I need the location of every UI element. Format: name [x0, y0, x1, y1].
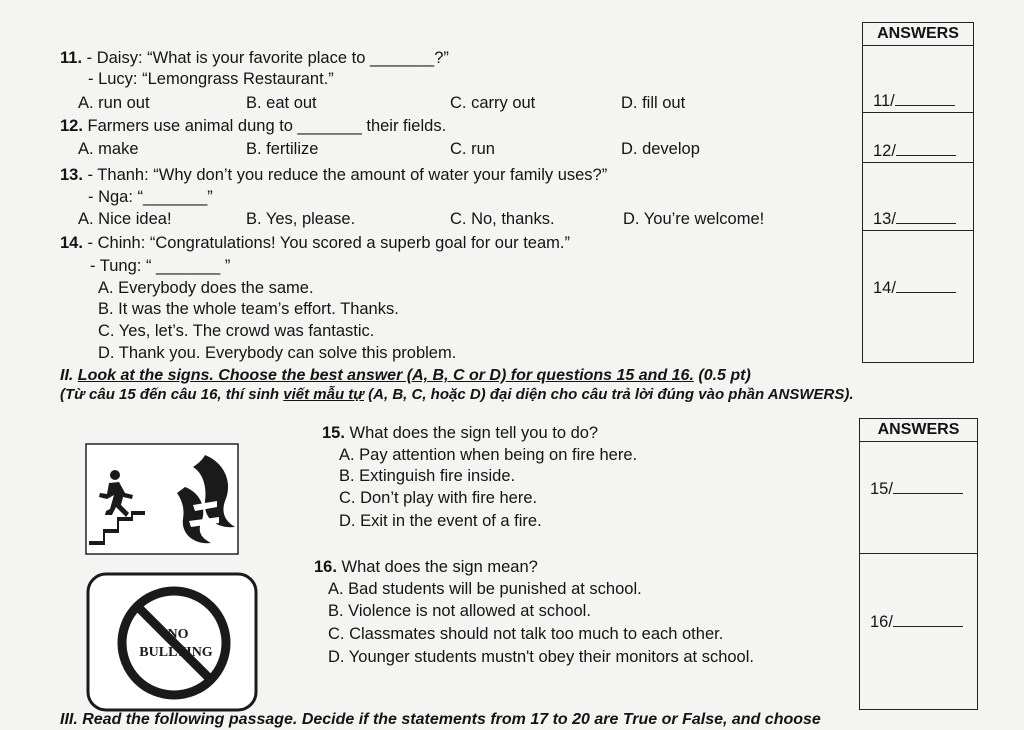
q16-option-b: B. Violence is not allowed at school.	[328, 602, 591, 620]
answer-blank-15[interactable]	[893, 479, 963, 494]
q14-option-c: C. Yes, let’s. The crowd was fantastic.	[98, 322, 375, 340]
q11-option-c: C. carry out	[450, 94, 536, 112]
q13-option-a: A. Nice idea!	[78, 210, 172, 228]
q15-line1: What does the sign tell you to do?	[349, 424, 599, 442]
q11-question	[60, 48, 449, 68]
answer-label-15: 15/	[870, 480, 893, 498]
answer-blank-14[interactable]	[896, 278, 956, 293]
q14-option-b: B. It was the whole team’s effort. Thanks.	[98, 300, 399, 318]
q11-option-d: D. fill out	[621, 94, 686, 112]
sign16-no-text: NO	[167, 627, 189, 642]
q13-line1: - Thanh: “Why don’t you reduce the amount of water your family uses?”	[87, 166, 608, 184]
q12-option-d: D. develop	[621, 140, 700, 158]
q11-line2: - Lucy: “Lemongrass Restaurant.”	[88, 70, 334, 88]
section2-points: (0.5 pt)	[698, 367, 751, 384]
answers-box-2	[859, 418, 978, 710]
section2-note-pre: (Từ câu 15 đến câu 16, thí sinh	[60, 386, 284, 403]
q12-question	[60, 116, 446, 136]
no-bullying-sign-icon	[86, 572, 258, 714]
answer-slot-15	[870, 479, 963, 499]
answer-label-12: 12/	[873, 142, 896, 160]
q13-question	[60, 165, 607, 185]
q15-question	[322, 423, 598, 443]
q13-option-c: C. No, thanks.	[450, 210, 555, 228]
q12-option-b: B. fertilize	[246, 140, 319, 158]
answers-header-1: ANSWERS	[877, 25, 959, 42]
answers-header-2: ANSWERS	[877, 421, 960, 438]
section3-instruction: III. Read the following passage. Decide if the statements from 17 to 20 are True or False, and choose	[60, 711, 821, 728]
q14-option-d: D. Thank you. Everybody can solve this problem.	[98, 344, 457, 362]
answer-blank-13[interactable]	[896, 209, 956, 224]
q12-option-a: A. make	[78, 140, 139, 158]
q12-line1: Farmers use animal dung to _______ their fields.	[87, 117, 447, 135]
q16-question	[314, 557, 538, 577]
q11-line1: - Daisy: “What is your favorite place to _______?”	[86, 49, 449, 67]
section2-roman: II.	[60, 367, 74, 384]
q14-option-a: A. Everybody does the same.	[98, 279, 314, 297]
section2-note-underlined: viết mẫu tự	[283, 386, 364, 403]
q14-line2: - Tung: “ _______ ”	[90, 257, 231, 275]
answer-slot-16	[870, 612, 963, 632]
answers-box-1-divider	[862, 162, 974, 163]
answer-blank-16[interactable]	[893, 612, 963, 627]
answers-box-2-divider	[859, 441, 978, 442]
answer-label-16: 16/	[870, 613, 893, 631]
q16-option-c: C. Classmates should not talk too much to each other.	[328, 625, 724, 643]
answer-slot-11	[873, 91, 955, 111]
q12-number: 12.	[60, 117, 83, 135]
answer-slot-14	[873, 278, 956, 298]
q13-option-b: B. Yes, please.	[246, 210, 356, 228]
answer-slot-13	[873, 209, 956, 229]
answers-box-1-divider	[862, 45, 974, 46]
q16-number: 16.	[314, 558, 337, 576]
answer-label-14: 14/	[873, 279, 896, 297]
q15-option-d: D. Exit in the event of a fire.	[339, 512, 542, 530]
q13-option-d: D. You’re welcome!	[623, 210, 765, 228]
q15-number: 15.	[322, 424, 345, 442]
answer-label-13: 13/	[873, 210, 896, 228]
q16-option-a: A. Bad students will be punished at school.	[328, 580, 642, 598]
q14-line1: - Chinh: “Congratulations! You scored a superb goal for our team.”	[87, 234, 570, 252]
q11-number: 11.	[60, 49, 83, 67]
q13-number: 13.	[60, 166, 83, 184]
answers-box-1-divider	[862, 230, 974, 231]
section2-instruction-text: Look at the signs. Choose the best answer (A, B, C or D) for questions 15 and 16.	[77, 367, 694, 384]
q15-option-b: B. Extinguish fire inside.	[339, 467, 516, 485]
q16-option-d: D. Younger students mustn't obey their monitors at school.	[328, 648, 754, 666]
q14-number: 14.	[60, 234, 83, 252]
answer-blank-11[interactable]	[895, 91, 955, 106]
q15-option-c: C. Don’t play with fire here.	[339, 489, 538, 507]
q15-option-a: A. Pay attention when being on fire here.	[339, 446, 638, 464]
section2-instruction	[60, 366, 751, 386]
answers-box-1-divider	[862, 112, 974, 113]
section2-note-post: (A, B, C, hoặc D) đại diện cho câu trả lời đúng vào phần ANSWERS).	[364, 386, 854, 403]
answers-box-2-divider	[859, 553, 978, 554]
fire-exit-sign-icon	[85, 443, 239, 555]
q16-line1: What does the sign mean?	[341, 558, 538, 576]
q12-option-c: C. run	[450, 140, 495, 158]
q11-option-b: B. eat out	[246, 94, 317, 112]
answer-blank-12[interactable]	[896, 141, 956, 156]
q14-question	[60, 233, 570, 253]
section2-note	[60, 385, 854, 405]
q11-option-a: A. run out	[78, 94, 150, 112]
answer-slot-12	[873, 141, 956, 161]
q13-line2: - Nga: “_______”	[88, 188, 213, 206]
answer-label-11: 11/	[873, 92, 895, 110]
sign16-bullying-text: BULLYING	[139, 645, 213, 660]
answers-box-1	[862, 22, 974, 363]
